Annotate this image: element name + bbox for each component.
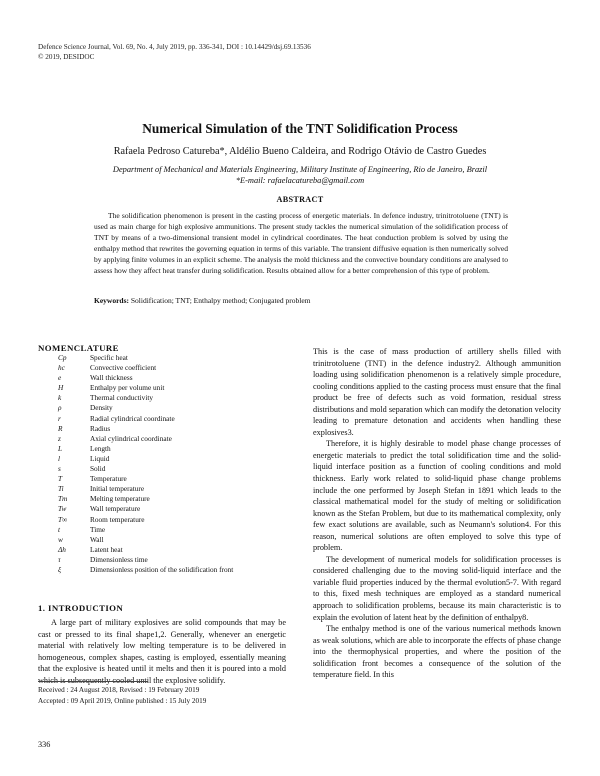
article-dates [38, 685, 206, 706]
body-paragraph: The development of numerical models for solidification processes is considered challenging due to the moving solid-liquid interface and the variable fluid properties induced by the thermal evolution5-7. With regard to this, fixed mesh techniques are employed as a standard numerical approach to solidification problems, because its main characteristic is to explain the evolution of latent heat by the definition of enthalpy8. [313, 554, 561, 622]
nomenclature-symbol: T [58, 474, 63, 484]
nomenclature-symbol: hc [58, 363, 65, 373]
affiliation: Department of Mechanical and Materials Engineering, Military Institute of Engineering, Rio de Janeiro, Brazil [112, 165, 488, 174]
nomenclature-definition: Dimensionless time [90, 554, 148, 564]
received-line: Received : 24 August 2018, Revised : 19 February 2019 [38, 686, 200, 694]
nomenclature-definition: Wall [90, 534, 104, 544]
nomenclature-symbol: s [58, 464, 61, 474]
nomenclature-definition: Enthalpy per volume unit [90, 383, 165, 393]
nomenclature-definition: Axial cylindrical coordinate [90, 433, 172, 443]
nomenclature-definition: Time [90, 524, 106, 534]
page-number: 336 [38, 740, 51, 749]
nomenclature-row [38, 444, 298, 454]
nomenclature-definition: Radial cylindrical coordinate [90, 413, 175, 423]
nomenclature-symbol: k [58, 393, 62, 403]
nomenclature-symbol: L [58, 443, 63, 453]
nomenclature-symbol: r [58, 413, 61, 423]
keywords-text: Solidification; TNT; Enthalpy method; Conjugated problem [130, 296, 311, 305]
body-paragraph: The enthalpy method is one of the various numerical methods known as weak solutions, which are able to incorporate the effects of phase change into the thermophysical properties, and where the position of the solidification front becomes a consequence of the solution of the temperature field. In this [313, 624, 561, 680]
nomenclature-symbol: ρ [58, 403, 62, 413]
nomenclature-symbol: z [58, 433, 61, 443]
introduction-paragraph: A large part of military explosives are solid compounds that may be cast or pressed to its final shape1,2. Generally, whenever an energetic material with relatively low melting temperature is to be delivered in homogeneous, complex shapes, casting is employed, essentially meaning that the explosive is heated until it melts and then it is poured into a mold which is subsequently cooled until the explosive solidify. [38, 618, 286, 685]
nomenclature-definition: Room temperature [90, 514, 145, 524]
nomenclature-definition: Initial temperature [90, 484, 145, 494]
nomenclature-symbol: Ti [58, 484, 64, 494]
nomenclature-definition: Specific heat [90, 353, 128, 362]
nomenclature-definition: Convective coefficient [90, 363, 157, 373]
right-column-text [313, 346, 561, 681]
nomenclature-symbol: ξ [58, 564, 62, 574]
nomenclature-symbol: T∞ [58, 514, 68, 524]
nomenclature-row [38, 464, 298, 474]
nomenclature-row [38, 454, 298, 464]
nomenclature-row [38, 515, 298, 525]
nomenclature-row [38, 565, 298, 575]
nomenclature-row [38, 555, 298, 565]
nomenclature-definition: Wall temperature [90, 504, 141, 514]
nomenclature-symbol: t [58, 524, 61, 534]
nomenclature-row [38, 494, 298, 504]
abstract-heading: ABSTRACT [276, 195, 324, 204]
copyright-line: © 2019, DESIDOC [38, 53, 95, 61]
nomenclature-row [38, 545, 298, 555]
nomenclature-row [38, 393, 298, 403]
nomenclature-symbol: w [58, 534, 63, 544]
nomenclature-definition: Latent heat [90, 544, 123, 554]
nomenclature-symbol: H [58, 383, 64, 393]
citation-line: Defence Science Journal, Vol. 69, No. 4, July 2019, pp. 336-341, DOI : 10.14429/dsj.69.13536 [38, 43, 311, 51]
nomenclature-heading: NOMENCLATURE [38, 343, 119, 353]
footnote-rule [38, 681, 148, 682]
nomenclature-list [38, 353, 298, 575]
nomenclature-row [38, 434, 298, 444]
keywords-label: Keywords: [94, 296, 129, 305]
abstract-text: The solidification phenomenon is present in the casting process of energetic materials. In defence industry, trinitrotoluene (TNT) is used as main charge for high explosive ammunitions. The present study tackles the numerical simulation of the solidification process of TNT by means of a two-dimensional transient model in cylindrical coordinates. The heat conduction problem is solved by using the enthalpy method that rewrites the governing equation in terms of this variable. The transient diffusive equation is then numerically solved by applying finite volumes in an explicit scheme. The analysis the mold thickness and the convective boundary conditions are analysed to assess how they affect heat transfer during solidification. Results obtained allow for a better comprehension of this type of problem. [94, 211, 508, 276]
author-list: Rafaela Pedroso Catureba*, Aldélio Bueno Caldeira, and Rodrigo Otávio de Castro Guedes [113, 146, 487, 157]
nomenclature-definition: Liquid [90, 453, 110, 463]
nomenclature-symbol: Tw [58, 504, 67, 514]
nomenclature-definition: Solid [90, 464, 106, 474]
nomenclature-symbol: τ [58, 554, 61, 564]
author-email: *E-mail: rafaelacatureba@gmail.com [235, 176, 365, 185]
nomenclature-row [38, 403, 298, 413]
nomenclature-definition: Dimensionless position of the solidification front [90, 564, 234, 574]
introduction-heading: 1. INTRODUCTION [38, 603, 124, 613]
nomenclature-symbol: Δh [58, 544, 66, 554]
nomenclature-definition: Wall thickness [90, 373, 133, 383]
nomenclature-row [38, 535, 298, 545]
nomenclature-row [38, 414, 298, 424]
nomenclature-symbol: Tm [58, 494, 68, 504]
nomenclature-definition: Radius [90, 423, 111, 433]
accepted-line: Accepted : 09 April 2019, Online published : 15 July 2019 [38, 696, 207, 705]
nomenclature-row [38, 373, 298, 383]
affiliation-block [0, 164, 600, 186]
nomenclature-symbol: Cp [58, 353, 67, 362]
nomenclature-row [38, 474, 298, 484]
nomenclature-row [38, 353, 298, 363]
nomenclature-definition: Density [90, 403, 113, 413]
nomenclature-definition: Temperature [90, 474, 127, 484]
paper-title: Numerical Simulation of the TNT Solidification Process [142, 121, 458, 136]
body-paragraph: This is the case of mass production of artillery shells filled with trinitrotoluene (TNT) in the defence industry2. Although ammunition loading using solidification phenomenon is a relatively simple procedure, cooling conditions applied to the casting process must ensure that the final product be free of defects such as void formation, residual stress distributions and mold separation which can modify the detonation velocity leading to premature detonation and accidents when handling these explosives3. [313, 347, 561, 437]
body-paragraph: Therefore, it is highly desirable to model phase change processes of energetic materials to predict the total solidification time and the solid-liquid interface position as a function of cooling conditions and mold thickness. Early work related to solid-liquid phase change problems include the one performed by Joseph Stefan in 1891 which leads to the classical mathematical model for the study of melting or solidification known as the Stefan Problem, but due to its mathematical complexity, only few exact solutions are available, such as Neumann's solution4. For this reason, numerical solutions are often employed to solve this type of problem. [313, 439, 561, 553]
nomenclature-definition: Melting temperature [90, 494, 150, 504]
nomenclature-definition: Length [90, 443, 111, 453]
nomenclature-row [38, 424, 298, 434]
journal-header [38, 42, 311, 62]
nomenclature-row [38, 525, 298, 535]
nomenclature-row [38, 383, 298, 393]
nomenclature-row [38, 363, 298, 373]
nomenclature-row [38, 504, 298, 514]
nomenclature-row [38, 484, 298, 494]
keywords [94, 296, 508, 305]
nomenclature-definition: Thermal conductivity [90, 393, 154, 403]
nomenclature-symbol: e [58, 373, 62, 383]
nomenclature-symbol: R [58, 423, 63, 433]
nomenclature-symbol: l [58, 453, 61, 463]
